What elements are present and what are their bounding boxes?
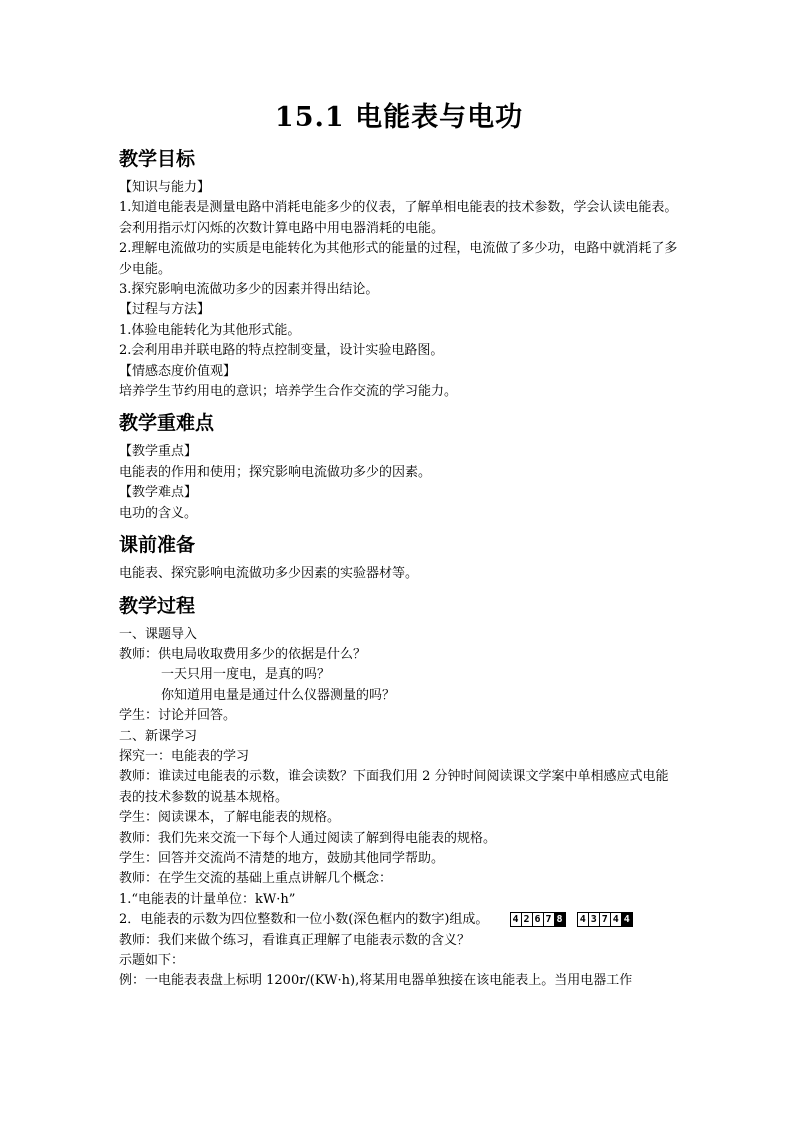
process-line: 二、新课学习 — [119, 728, 198, 744]
meter-digit: 7 — [599, 912, 611, 927]
process-line: 示题如下： — [119, 953, 185, 968]
label-process: 【过程与方法】 — [119, 302, 211, 318]
process-item-1: 1.体验电能转化为其他形式能。 — [119, 322, 301, 338]
meter-digit: 6 — [532, 912, 544, 927]
process-line: 学生：讨论并回答。 — [119, 708, 237, 724]
meter-digit: 4 — [577, 912, 589, 927]
meter-reading-1 — [511, 912, 566, 927]
process-line: 教师：我们来做个练习，看谁真正理解了电能表示数的含义？ — [119, 932, 471, 948]
process-line: 教师：谁读过电能表的示数，谁会读数？下面我们用 2 分钟时间阅读课文学案中单相感应式电能表的技术参数的说基本规格。 — [119, 769, 669, 805]
knowledge-item-1: 1.知道电能表是测量电路中消耗电能多少的仪表，了解单相电能表的技术参数，学会认读电能表。会利用指示灯闪烁的次数计算电路中用电器消耗的电能。 — [119, 200, 678, 236]
heading-goals: 教学目标 — [119, 148, 196, 170]
difficult-text: 电功的含义。 — [119, 505, 198, 521]
label-difficult: 【教学难点】 — [119, 485, 198, 501]
process-line: 例：一电能表表盘上标明 1200r/(KW·h),将某用电器单独接在该电能表上。当用电器工作 — [119, 973, 633, 989]
process-line: 一、课题导入 — [119, 626, 198, 642]
meter-line — [119, 910, 679, 930]
label-knowledge: 【知识与能力】 — [119, 180, 211, 195]
process-line: 学生：阅读课本，了解电能表的规格。 — [119, 810, 341, 826]
attitude-text: 培养学生节约用电的意识；培养学生合作交流的学习能力。 — [119, 384, 458, 400]
process-line: 1.“电能表的计量单位：kW·h” — [119, 891, 296, 907]
process-line: 一天只用一度电，是真的吗？ — [161, 667, 331, 683]
heading-key-points: 教学重难点 — [119, 412, 215, 435]
heading-process: 教学过程 — [119, 594, 196, 617]
knowledge-item-3: 3.探究影响电流做功多少的因素并得出结论。 — [119, 282, 379, 298]
meter-description: 2．电能表的示数为四位整数和一位小数(深色框内的数字)组成。 — [119, 912, 489, 928]
page-title: 15.1 电能表与电功 — [274, 102, 524, 133]
meter-digit: 2 — [521, 912, 533, 927]
meter-digit: 3 — [588, 912, 600, 927]
meter-digit: 7 — [543, 912, 555, 927]
process-line: 教师：在学生交流的基础上重点讲解几个概念： — [119, 871, 393, 887]
meter-decimal-digit: 8 — [554, 912, 566, 927]
process-item-2: 2.会利用串并联电路的特点控制变量，设计实验电路图。 — [119, 343, 444, 359]
meter-digit: 4 — [510, 912, 522, 927]
meter-reading-2 — [578, 912, 633, 927]
process-line: 探究一：电能表的学习 — [119, 748, 250, 764]
preparation-text: 电能表、探究影响电流做功多少因素的实验器材等。 — [119, 566, 419, 582]
process-line: 教师：我们先来交流一下每个人通过阅读了解到得电能表的规格。 — [119, 830, 497, 846]
process-line: 你知道用电量是通过什么仪器测量的吗？ — [161, 687, 396, 703]
heading-preparation: 课前准备 — [119, 534, 196, 557]
label-attitude: 【情感态度价值观】 — [119, 363, 237, 379]
meter-digit: 4 — [610, 912, 622, 927]
label-key: 【教学重点】 — [119, 444, 198, 460]
meter-decimal-digit: 4 — [621, 912, 633, 927]
process-line: 教师：供电局收取费用多少的依据是什么？ — [119, 646, 367, 662]
process-line: 学生：回答并交流尚不清楚的地方，鼓励其他同学帮助。 — [119, 850, 445, 866]
knowledge-item-2: 2.理解电流做功的实质是电能转化为其他形式的能量的过程，电流做了多少功，电路中就消耗了多少电能。 — [119, 241, 678, 277]
key-text: 电能表的作用和使用；探究影响电流做功多少的因素。 — [119, 464, 432, 480]
document-page — [119, 98, 679, 992]
